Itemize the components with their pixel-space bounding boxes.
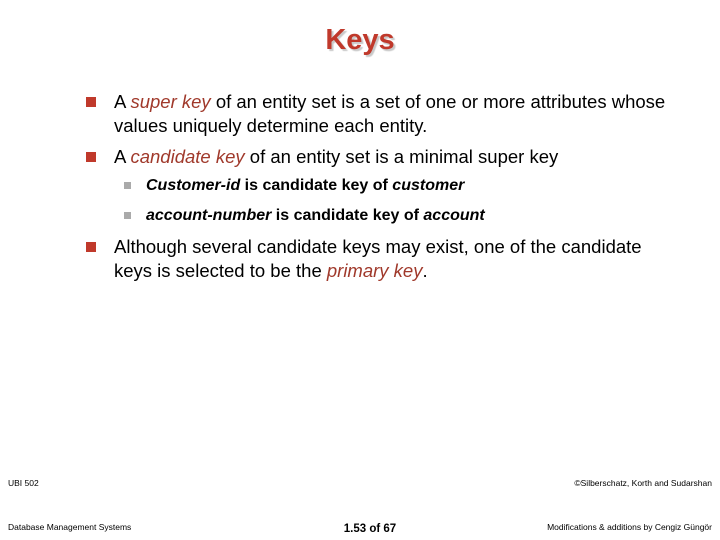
footer-modifications: Modifications & additions by Cengiz Güngör — [547, 522, 712, 532]
bullet-text-post: of an entity set is a set of one or more attributes whose values uniquely determine each entity. — [114, 91, 666, 136]
attribute-name: account-number — [146, 207, 272, 224]
sub-bullet-middle: is candidate key of — [271, 207, 424, 224]
attribute-name: Customer-id — [146, 177, 241, 194]
bullet-text — [114, 235, 674, 283]
footer-course-code: UBI 502 — [8, 478, 39, 488]
page-number: 1.53 of 67 — [343, 523, 397, 535]
square-sub-bullet-icon — [124, 182, 131, 189]
entity-name: customer — [392, 177, 465, 194]
square-bullet-icon — [86, 97, 96, 107]
bullet-text-post: of an entity set is a minimal super key — [244, 146, 559, 167]
bullet-text-pre: A — [114, 91, 131, 112]
footer-copyright: ©Silberschatz, Korth and Sudarshan — [574, 478, 712, 488]
bullet-text — [114, 90, 674, 138]
term-candidate-key: candidate key — [130, 146, 245, 167]
term-primary-key: primary key — [326, 260, 423, 281]
square-bullet-icon — [86, 242, 96, 252]
entity-name: account — [423, 207, 485, 224]
footer-course-name: Database Management Systems — [8, 522, 132, 532]
bullet-text-post: . — [422, 260, 428, 281]
sub-bullet-text — [146, 206, 485, 226]
bullet-text — [114, 145, 674, 169]
square-bullet-icon — [86, 152, 96, 162]
sub-bullet-middle: is candidate key of — [240, 177, 393, 194]
square-sub-bullet-icon — [124, 212, 131, 219]
sub-bullet-text — [146, 176, 464, 196]
bullet-text-pre: A — [114, 146, 131, 167]
term-super-key: super key — [130, 91, 211, 112]
bullet-text-pre: Although several candidate keys may exist, one of the candidate keys is selected to be the — [114, 236, 642, 281]
slide-title: Keys — [325, 24, 395, 56]
